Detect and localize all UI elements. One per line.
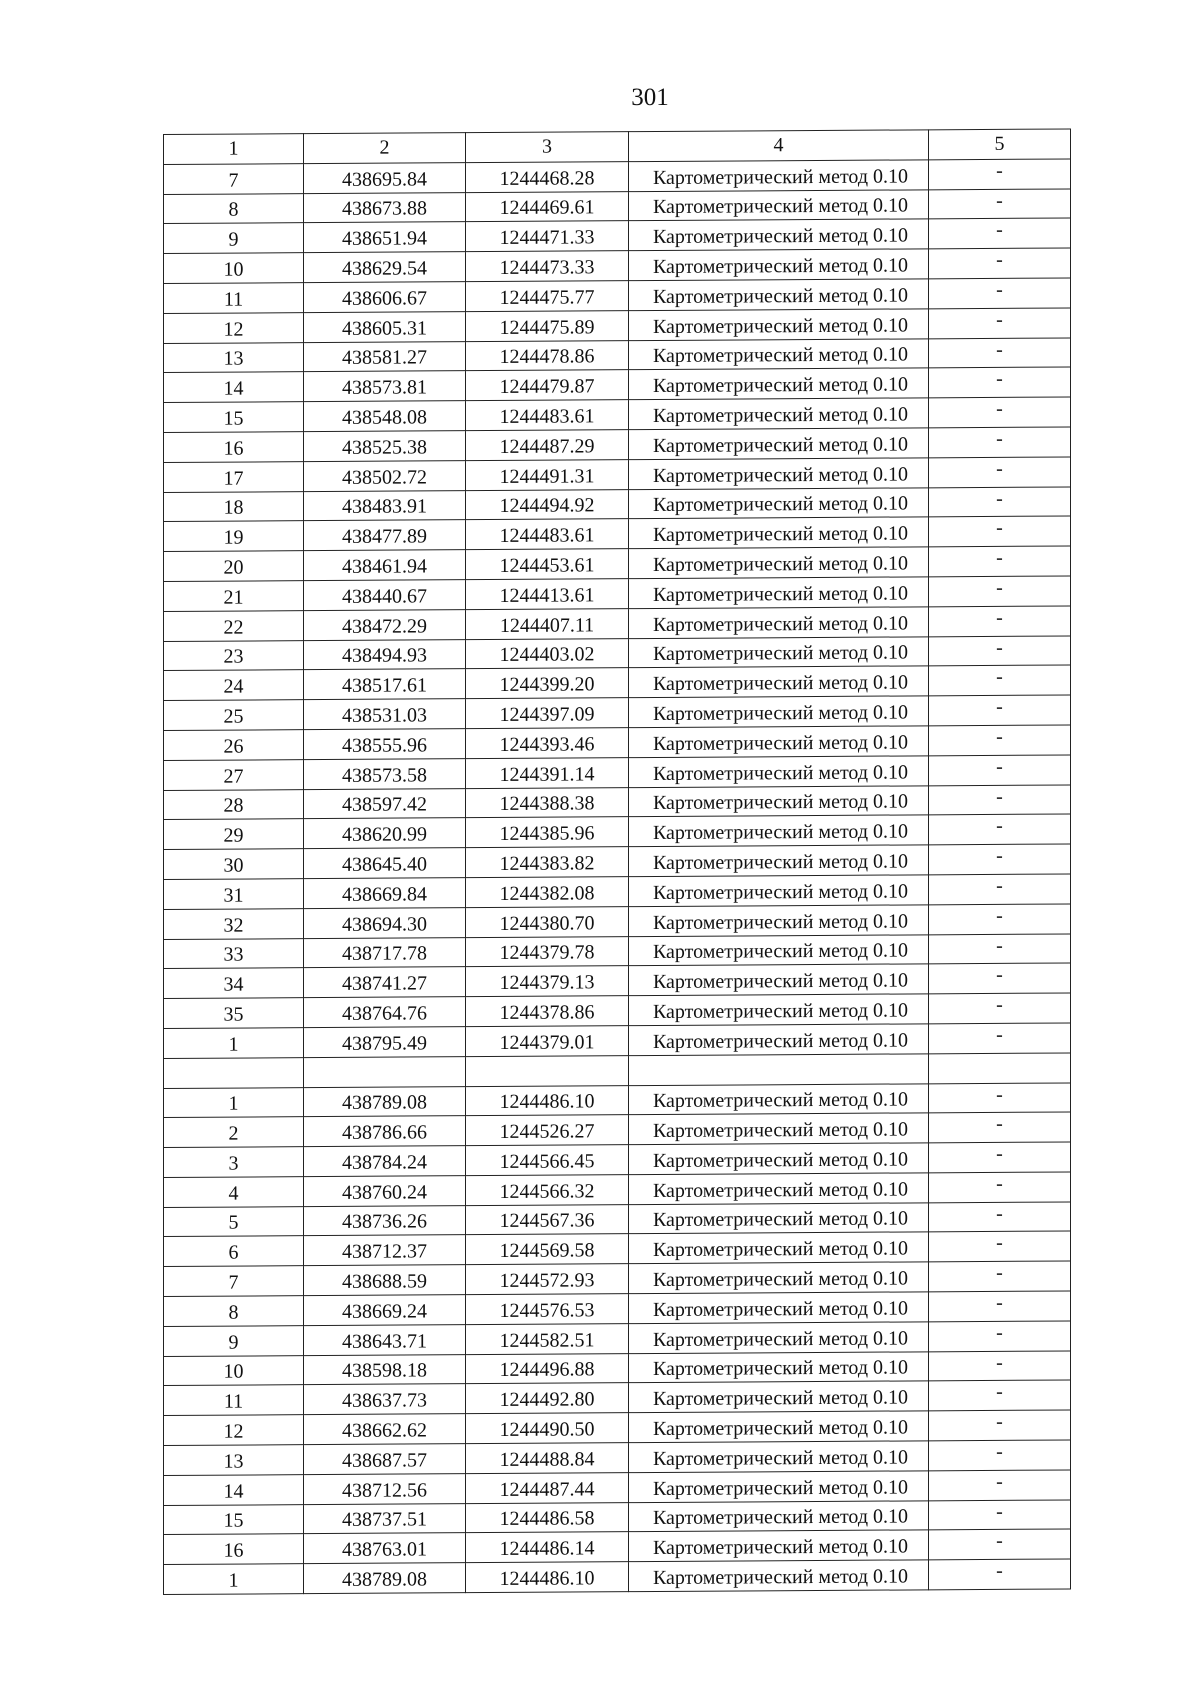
remark-cell: - (929, 457, 1071, 488)
point-number-cell: 7 (164, 163, 304, 194)
y-coordinate-cell: 1244526.27 (466, 1115, 629, 1146)
y-coordinate-cell: 1244471.33 (466, 221, 629, 252)
y-coordinate-cell: 1244487.29 (466, 430, 629, 461)
x-coordinate-cell: 438597.42 (304, 788, 466, 819)
x-coordinate-cell: 438651.94 (304, 222, 466, 253)
remark-cell: - (929, 1470, 1071, 1501)
y-coordinate-cell: 1244478.86 (466, 340, 629, 371)
remark-cell: - (929, 278, 1071, 309)
remark-cell: - (929, 1380, 1071, 1411)
point-number-cell: 11 (164, 1385, 304, 1416)
x-coordinate-cell: 438789.08 (304, 1563, 466, 1594)
y-coordinate-cell: 1244413.61 (466, 579, 629, 610)
remark-cell: - (929, 1231, 1071, 1262)
method-cell: Картометрический метод 0.10 (629, 577, 929, 609)
column-header: 2 (304, 133, 466, 164)
x-coordinate-cell: 438502.72 (304, 460, 466, 491)
remark-cell: - (929, 189, 1071, 220)
remark-cell: - (929, 725, 1071, 756)
y-coordinate-cell: 1244407.11 (466, 608, 629, 639)
point-number-cell: 29 (164, 819, 304, 850)
remark-cell: - (929, 338, 1071, 369)
x-coordinate-cell: 438741.27 (304, 967, 466, 998)
empty-cell (164, 1057, 304, 1088)
method-cell: Картометрический метод 0.10 (629, 696, 929, 728)
method-cell: Картометрический метод 0.10 (629, 815, 929, 847)
point-number-cell: 10 (164, 253, 304, 284)
method-cell: Картометрический метод 0.10 (629, 1143, 929, 1175)
y-coordinate-cell: 1244490.50 (466, 1413, 629, 1444)
x-coordinate-cell: 438760.24 (304, 1176, 466, 1207)
x-coordinate-cell: 438517.61 (304, 669, 466, 700)
point-number-cell: 16 (164, 1534, 304, 1565)
x-coordinate-cell: 438789.08 (304, 1086, 466, 1117)
remark-cell: - (929, 576, 1071, 607)
page-number: 301 (631, 84, 669, 111)
y-coordinate-cell: 1244397.09 (466, 698, 629, 729)
x-coordinate-cell: 438717.78 (304, 937, 466, 968)
remark-cell: - (929, 1023, 1071, 1054)
point-number-cell: 22 (164, 610, 304, 641)
x-coordinate-cell: 438477.89 (304, 520, 466, 551)
remark-cell: - (929, 933, 1071, 964)
x-coordinate-cell: 438643.71 (304, 1325, 466, 1356)
x-coordinate-cell: 438605.31 (304, 311, 466, 342)
method-cell: Картометрический метод 0.10 (629, 905, 929, 937)
method-cell: Картометрический метод 0.10 (629, 726, 929, 758)
remark-cell: - (929, 963, 1071, 994)
point-number-cell: 12 (164, 312, 304, 343)
method-cell: Картометрический метод 0.10 (629, 458, 929, 490)
remark-cell: - (929, 993, 1071, 1024)
remark-cell: - (929, 1559, 1071, 1590)
y-coordinate-cell: 1244391.14 (466, 757, 629, 788)
y-coordinate-cell: 1244576.53 (466, 1294, 629, 1325)
remark-cell: - (929, 636, 1071, 667)
method-cell: Картометрический метод 0.10 (629, 428, 929, 460)
remark-cell: - (929, 218, 1071, 249)
column-header: 1 (164, 134, 304, 165)
method-cell: Картометрический метод 0.10 (629, 636, 929, 668)
remark-cell: - (929, 1261, 1071, 1292)
x-coordinate-cell: 438737.51 (304, 1503, 466, 1534)
method-cell: Картометрический метод 0.10 (629, 517, 929, 549)
point-number-cell: 34 (164, 968, 304, 999)
remark-cell: - (929, 844, 1071, 875)
point-number-cell: 17 (164, 461, 304, 492)
x-coordinate-cell: 438688.59 (304, 1265, 466, 1296)
point-number-cell: 11 (164, 283, 304, 314)
method-cell: Картометрический метод 0.10 (629, 1262, 929, 1294)
x-coordinate-cell: 438662.62 (304, 1414, 466, 1445)
method-cell: Картометрический метод 0.10 (629, 756, 929, 788)
x-coordinate-cell: 438669.24 (304, 1295, 466, 1326)
point-number-cell: 13 (164, 1445, 304, 1476)
x-coordinate-cell: 438736.26 (304, 1205, 466, 1236)
point-number-cell: 20 (164, 551, 304, 582)
point-number-cell: 14 (164, 372, 304, 403)
method-cell: Картометрический метод 0.10 (629, 934, 929, 966)
remark-cell: - (929, 784, 1071, 815)
method-cell: Картометрический метод 0.10 (629, 1471, 929, 1503)
remark-cell: - (929, 755, 1071, 786)
method-cell: Картометрический метод 0.10 (629, 1381, 929, 1413)
x-coordinate-cell: 438531.03 (304, 699, 466, 730)
remark-cell: - (929, 546, 1071, 577)
point-number-cell: 7 (164, 1266, 304, 1297)
method-cell: Картометрический метод 0.10 (629, 160, 929, 192)
y-coordinate-cell: 1244385.96 (466, 817, 629, 848)
method-cell: Картометрический метод 0.10 (629, 1441, 929, 1473)
table-body (164, 129, 1071, 1595)
point-number-cell: 9 (164, 1326, 304, 1357)
remark-cell: - (929, 397, 1071, 428)
x-coordinate-cell: 438669.84 (304, 878, 466, 909)
point-number-cell: 13 (164, 342, 304, 373)
y-coordinate-cell: 1244486.10 (466, 1562, 629, 1593)
point-number-cell: 18 (164, 491, 304, 522)
x-coordinate-cell: 438483.91 (304, 490, 466, 521)
method-cell: Картометрический метод 0.10 (629, 1113, 929, 1145)
x-coordinate-cell: 438645.40 (304, 848, 466, 879)
method-cell: Картометрический метод 0.10 (629, 1232, 929, 1264)
method-cell: Картометрический метод 0.10 (629, 1411, 929, 1443)
x-coordinate-cell: 438598.18 (304, 1354, 466, 1385)
y-coordinate-cell: 1244479.87 (466, 370, 629, 401)
remark-cell: - (929, 159, 1071, 190)
remark-cell: - (929, 1172, 1071, 1203)
x-coordinate-cell: 438494.93 (304, 639, 466, 670)
x-coordinate-cell: 438786.66 (304, 1116, 466, 1147)
point-number-cell: 1 (164, 1564, 304, 1595)
remark-cell: - (929, 1321, 1071, 1352)
method-cell: Картометрический метод 0.10 (629, 607, 929, 639)
point-number-cell: 15 (164, 1504, 304, 1535)
point-number-cell: 32 (164, 908, 304, 939)
method-cell: Картометрический метод 0.10 (629, 1322, 929, 1354)
method-cell: Картометрический метод 0.10 (629, 249, 929, 281)
y-coordinate-cell: 1244468.28 (466, 161, 629, 192)
y-coordinate-cell: 1244393.46 (466, 728, 629, 759)
empty-cell (466, 1055, 629, 1086)
y-coordinate-cell: 1244491.31 (466, 459, 629, 490)
method-cell: Картометрический метод 0.10 (629, 1560, 929, 1592)
x-coordinate-cell: 438581.27 (304, 341, 466, 372)
method-cell: Картометрический метод 0.10 (629, 1203, 929, 1235)
method-cell: Картометрический метод 0.10 (629, 1292, 929, 1324)
remark-cell: - (929, 1440, 1071, 1471)
x-coordinate-cell: 438695.84 (304, 162, 466, 193)
point-number-cell: 15 (164, 402, 304, 433)
coordinates-table (163, 128, 1071, 1595)
y-coordinate-cell: 1244475.89 (466, 310, 629, 341)
y-coordinate-cell: 1244494.92 (466, 489, 629, 520)
y-coordinate-cell: 1244379.78 (466, 936, 629, 967)
point-number-cell: 25 (164, 700, 304, 731)
remark-cell: - (929, 874, 1071, 905)
empty-cell (929, 1053, 1071, 1084)
method-cell: Картометрический метод 0.10 (629, 964, 929, 996)
column-header: 3 (466, 132, 629, 163)
remark-cell: - (929, 1410, 1071, 1441)
point-number-cell: 3 (164, 1147, 304, 1178)
x-coordinate-cell: 438784.24 (304, 1146, 466, 1177)
method-cell: Картометрический метод 0.10 (629, 1024, 929, 1056)
y-coordinate-cell: 1244383.82 (466, 847, 629, 878)
y-coordinate-cell: 1244469.61 (466, 191, 629, 222)
x-coordinate-cell: 438687.57 (304, 1444, 466, 1475)
x-coordinate-cell: 438606.67 (304, 282, 466, 313)
x-coordinate-cell: 438440.67 (304, 580, 466, 611)
point-number-cell: 35 (164, 998, 304, 1029)
x-coordinate-cell: 438573.58 (304, 758, 466, 789)
point-number-cell: 30 (164, 849, 304, 880)
remark-cell: - (929, 308, 1071, 339)
y-coordinate-cell: 1244382.08 (466, 877, 629, 908)
y-coordinate-cell: 1244487.44 (466, 1473, 629, 1504)
remark-cell: - (929, 814, 1071, 845)
y-coordinate-cell: 1244567.36 (466, 1204, 629, 1235)
y-coordinate-cell: 1244488.84 (466, 1443, 629, 1474)
remark-cell: - (929, 1291, 1071, 1322)
point-number-cell: 6 (164, 1236, 304, 1267)
x-coordinate-cell: 438712.56 (304, 1474, 466, 1505)
point-number-cell: 1 (164, 1087, 304, 1118)
point-number-cell: 1 (164, 1028, 304, 1059)
x-coordinate-cell: 438472.29 (304, 609, 466, 640)
x-coordinate-cell: 438764.76 (304, 997, 466, 1028)
point-number-cell: 2 (164, 1117, 304, 1148)
point-number-cell: 19 (164, 521, 304, 552)
remark-cell: - (929, 427, 1071, 458)
y-coordinate-cell: 1244475.77 (466, 281, 629, 312)
remark-cell: - (929, 1142, 1071, 1173)
method-cell: Картометрический метод 0.10 (629, 785, 929, 817)
y-coordinate-cell: 1244566.45 (466, 1145, 629, 1176)
y-coordinate-cell: 1244483.61 (466, 519, 629, 550)
method-cell: Картометрический метод 0.10 (629, 189, 929, 221)
y-coordinate-cell: 1244483.61 (466, 400, 629, 431)
x-coordinate-cell: 438555.96 (304, 729, 466, 760)
method-cell: Картометрический метод 0.10 (629, 994, 929, 1026)
x-coordinate-cell: 438694.30 (304, 907, 466, 938)
remark-cell: - (929, 606, 1071, 637)
y-coordinate-cell: 1244379.01 (466, 1026, 629, 1057)
remark-cell: - (929, 487, 1071, 518)
point-number-cell: 9 (164, 223, 304, 254)
method-cell: Картометрический метод 0.10 (629, 487, 929, 519)
x-coordinate-cell: 438548.08 (304, 401, 466, 432)
y-coordinate-cell: 1244486.10 (466, 1085, 629, 1116)
method-cell: Картометрический метод 0.10 (629, 845, 929, 877)
remark-cell: - (929, 665, 1071, 696)
y-coordinate-cell: 1244473.33 (466, 251, 629, 282)
x-coordinate-cell: 438637.73 (304, 1384, 466, 1415)
method-cell: Картометрический метод 0.10 (629, 1173, 929, 1205)
y-coordinate-cell: 1244486.58 (466, 1502, 629, 1533)
method-cell: Картометрический метод 0.10 (629, 279, 929, 311)
remark-cell: - (929, 1112, 1071, 1143)
y-coordinate-cell: 1244403.02 (466, 638, 629, 669)
method-cell: Картометрический метод 0.10 (629, 338, 929, 370)
method-cell: Картометрический метод 0.10 (629, 398, 929, 430)
table-row (164, 1559, 1071, 1594)
column-header: 4 (629, 130, 929, 162)
empty-cell (629, 1054, 929, 1086)
y-coordinate-cell: 1244379.13 (466, 966, 629, 997)
point-number-cell: 10 (164, 1355, 304, 1386)
method-cell: Картометрический метод 0.10 (629, 1351, 929, 1383)
x-coordinate-cell: 438461.94 (304, 550, 466, 581)
y-coordinate-cell: 1244569.58 (466, 1234, 629, 1265)
method-cell: Картометрический метод 0.10 (629, 875, 929, 907)
x-coordinate-cell: 438712.37 (304, 1235, 466, 1266)
y-coordinate-cell: 1244566.32 (466, 1175, 629, 1206)
remark-cell: - (929, 1082, 1071, 1113)
point-number-cell: 28 (164, 789, 304, 820)
remark-cell: - (929, 1529, 1071, 1560)
method-cell: Картометрический метод 0.10 (629, 666, 929, 698)
y-coordinate-cell: 1244399.20 (466, 668, 629, 699)
y-coordinate-cell: 1244496.88 (466, 1353, 629, 1384)
column-header: 5 (929, 129, 1071, 160)
point-number-cell: 26 (164, 730, 304, 761)
y-coordinate-cell: 1244492.80 (466, 1383, 629, 1414)
method-cell: Картометрический метод 0.10 (629, 309, 929, 341)
x-coordinate-cell: 438673.88 (304, 192, 466, 223)
point-number-cell: 8 (164, 1296, 304, 1327)
point-number-cell: 12 (164, 1415, 304, 1446)
method-cell: Картометрический метод 0.10 (629, 219, 929, 251)
remark-cell: - (929, 516, 1071, 547)
y-coordinate-cell: 1244572.93 (466, 1264, 629, 1295)
method-cell: Картометрический метод 0.10 (629, 1530, 929, 1562)
y-coordinate-cell: 1244486.14 (466, 1532, 629, 1563)
point-number-cell: 21 (164, 581, 304, 612)
y-coordinate-cell: 1244582.51 (466, 1324, 629, 1355)
x-coordinate-cell: 438629.54 (304, 252, 466, 283)
point-number-cell: 8 (164, 193, 304, 224)
remark-cell: - (929, 367, 1071, 398)
y-coordinate-cell: 1244378.86 (466, 996, 629, 1027)
empty-cell (304, 1056, 466, 1087)
remark-cell: - (929, 904, 1071, 935)
method-cell: Картометрический метод 0.10 (629, 1500, 929, 1532)
point-number-cell: 16 (164, 432, 304, 463)
point-number-cell: 5 (164, 1206, 304, 1237)
x-coordinate-cell: 438573.81 (304, 371, 466, 402)
y-coordinate-cell: 1244388.38 (466, 787, 629, 818)
point-number-cell: 27 (164, 759, 304, 790)
point-number-cell: 23 (164, 640, 304, 671)
x-coordinate-cell: 438763.01 (304, 1533, 466, 1564)
point-number-cell: 14 (164, 1475, 304, 1506)
remark-cell: - (929, 1351, 1071, 1382)
point-number-cell: 31 (164, 879, 304, 910)
y-coordinate-cell: 1244453.61 (466, 549, 629, 580)
remark-cell: - (929, 695, 1071, 726)
remark-cell: - (929, 248, 1071, 279)
x-coordinate-cell: 438525.38 (304, 431, 466, 462)
y-coordinate-cell: 1244380.70 (466, 906, 629, 937)
remark-cell: - (929, 1202, 1071, 1233)
x-coordinate-cell: 438795.49 (304, 1027, 466, 1058)
method-cell: Картометрический метод 0.10 (629, 547, 929, 579)
remark-cell: - (929, 1500, 1071, 1531)
method-cell: Картометрический метод 0.10 (629, 368, 929, 400)
point-number-cell: 4 (164, 1177, 304, 1208)
x-coordinate-cell: 438620.99 (304, 818, 466, 849)
point-number-cell: 33 (164, 938, 304, 969)
method-cell: Картометрический метод 0.10 (629, 1083, 929, 1115)
point-number-cell: 24 (164, 670, 304, 701)
